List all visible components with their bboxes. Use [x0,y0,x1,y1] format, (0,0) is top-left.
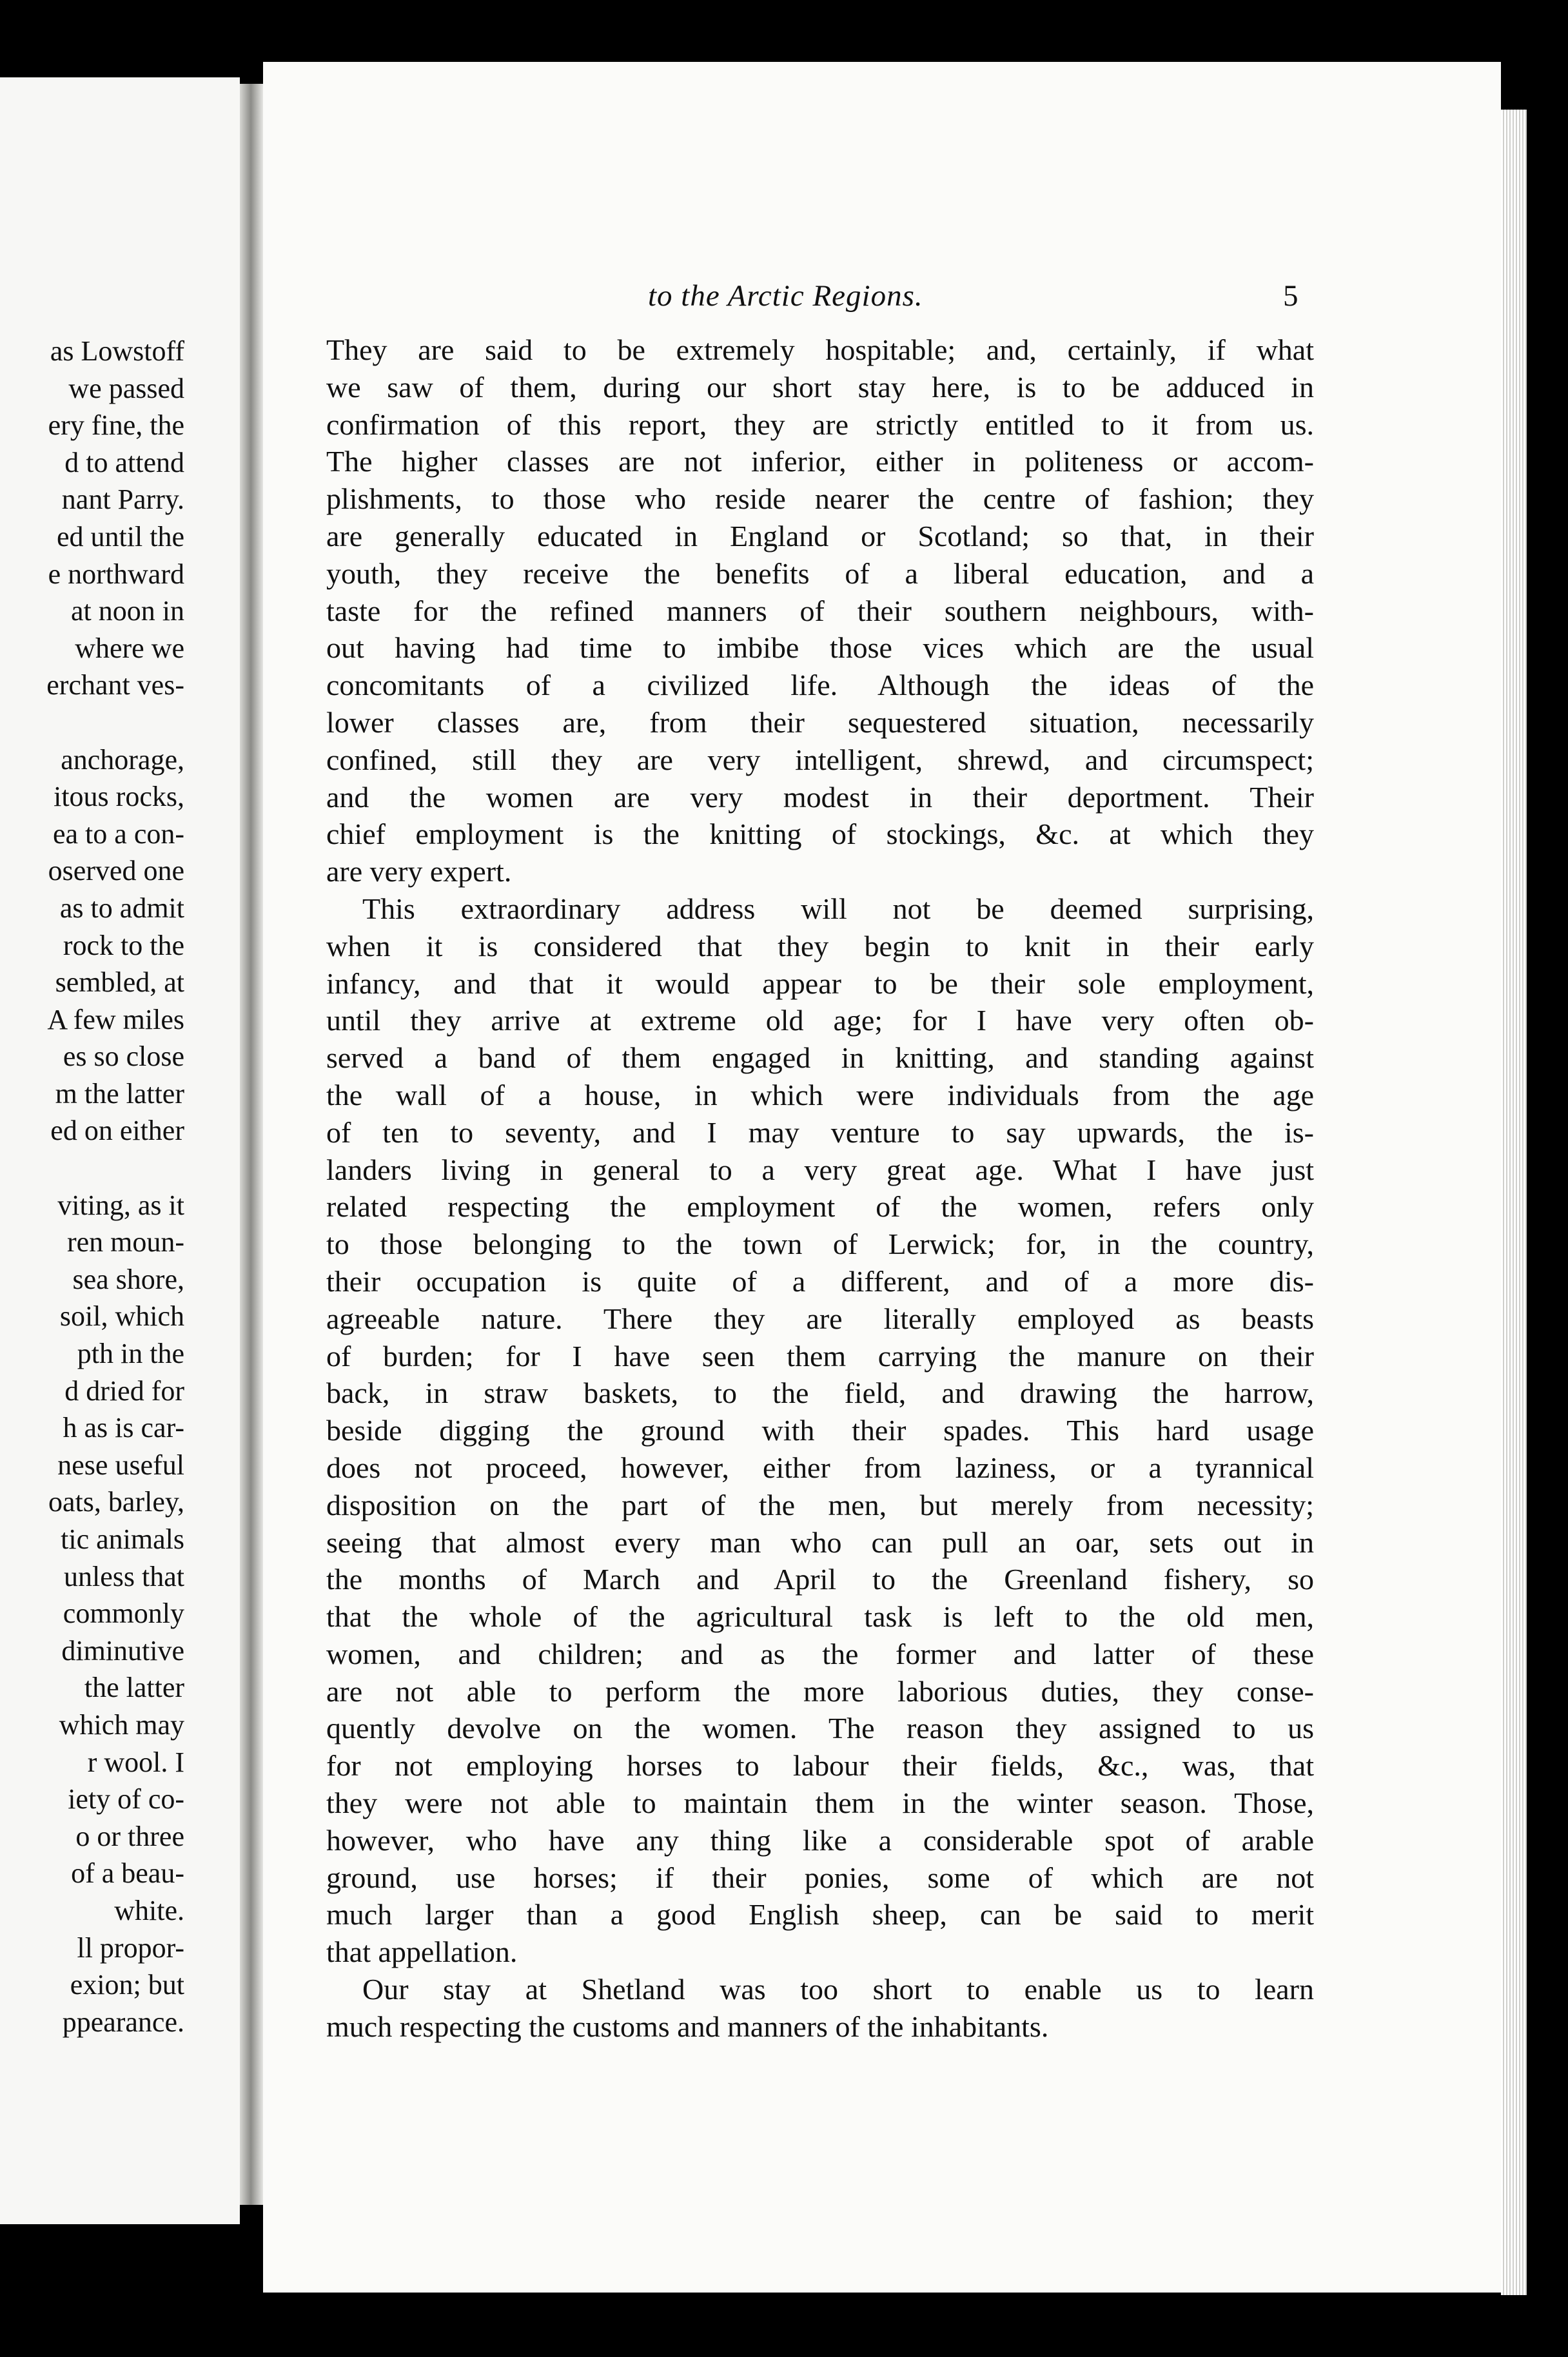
text-line: disposition on the part of the men, but merely from necessity; [326,1488,1314,1521]
text-line: infancy, and that it would appear to be their sole employment, [326,966,1314,1000]
facing-page-line: erchant ves- [46,669,184,701]
text-line: however, who have any thing like a considerable spot of arable [326,1823,1314,1857]
text-line: are very expert. [326,855,512,888]
facing-page-line: viting, as it [57,1189,184,1221]
facing-page-line: sea shore, [72,1263,184,1295]
text-line: that appellation. [326,1935,518,1969]
text-line: for not employing horses to labour their fields, &c., was, that [326,1749,1314,1783]
facing-page-line: d dried for [64,1374,184,1407]
page-edges [1501,110,1527,2295]
text-line: women, and children; and as the former and latter of these [326,1637,1314,1670]
facing-page-line: which may [59,1708,184,1741]
facing-page-line: d to attend [64,446,184,478]
facing-page-line: at noon in [71,595,184,627]
facing-page-line: tic animals [61,1523,184,1555]
facing-page-line: we passed [68,372,184,404]
text-line: out having had time to imbibe those vices which are the usual [326,631,1314,665]
facing-page-line: ed on either [50,1115,184,1147]
facing-page-line: oserved one [48,855,184,887]
text-line: when it is considered that they begin to knit in their early [326,929,1314,963]
facing-page-line: ea to a con- [53,817,184,850]
facing-page-line: sembled, at [55,966,184,999]
facing-page-line: ppearance. [62,2006,184,2038]
text-line: much respecting the customs and manners of the inhabitants. [326,2010,1049,2043]
facing-page-line: ll propor- [77,1932,184,1964]
facing-page-line [0,1149,184,1187]
facing-page-line: exion; but [70,1969,184,2001]
text-line: This extraordinary address will not be deemed surprising, [362,892,1314,925]
text-line: concomitants of a civilized life. Although the ideas of the [326,669,1314,702]
text-line: the wall of a house, in which were individuals from the age [326,1078,1314,1111]
running-head: to the Arctic Regions. [648,279,923,313]
text-line: we saw of them, during our short stay here, is to be adduced in [326,370,1314,404]
text-line: ground, use horses; if their ponies, some of which are not [326,1861,1314,1894]
text-line: much larger than a good English sheep, can be said to merit [326,1898,1314,1932]
text-line: beside digging the ground with their spades. This hard usage [326,1414,1314,1447]
text-line: They are said to be extremely hospitable; and, certainly, if what [326,333,1314,366]
page-number: 5 [1283,279,1298,313]
text-line: of burden; for I have seen them carrying the manure on their [326,1339,1314,1373]
text-line: are not able to perform the more laborious duties, they conse- [326,1674,1314,1708]
text-line: does not proceed, however, either from laziness, or a tyrannical [326,1451,1314,1484]
text-line: confirmation of this report, they are strictly entitled to it from us. [326,407,1314,441]
text-line: are generally educated in England or Scotland; so that, in their [326,519,1314,553]
facing-page-line: of a beau- [71,1857,184,1890]
text-line: until they arrive at extreme old age; for I have very often ob- [326,1004,1314,1037]
facing-page-line: nant Parry. [61,484,184,516]
text-line: agreeable nature. There they are literally employed as beasts [326,1302,1314,1335]
text-line: plishments, to those who reside nearer the centre of fashion; they [326,482,1314,516]
facing-page-line: ren moun- [66,1226,184,1258]
text-line: Our stay at Shetland was too short to enable us to learn [362,1973,1314,2006]
facing-page-line: anchorage, [61,743,184,776]
facing-page-line: es so close [63,1041,184,1073]
facing-page-line: unless that [64,1560,184,1592]
book-gutter [240,84,264,2205]
facing-page-line: commonly [63,1598,184,1630]
facing-page-line: where we [75,632,184,664]
paragraph [326,331,1314,890]
paragraph [326,890,1314,1971]
text-line: of ten to seventy, and I may venture to say upwards, the is- [326,1115,1314,1149]
facing-page-line: m the latter [55,1077,184,1110]
facing-page-line: white. [114,1894,184,1926]
text-line: served a band of them engaged in knitting, and standing against [326,1041,1314,1075]
text-line: landers living in general to a very great age. What I have just [326,1153,1314,1186]
text-line: that the whole of the agricultural task is left to the old men, [326,1600,1314,1634]
facing-page-line: diminutive [61,1634,184,1667]
text-line: and the women are very modest in their deportment. Their [326,780,1314,814]
text-line: confined, still they are very intelligent, shrewd, and circumspect; [326,743,1314,776]
text-line: related respecting the employment of the women, refers only [326,1190,1314,1224]
text-line: youth, they receive the benefits of a liberal education, and a [326,556,1314,590]
text-line: to those belonging to the town of Lerwick; for, in the country, [326,1227,1314,1261]
text-line: taste for the refined manners of their southern neighbours, with- [326,594,1314,627]
text-line: back, in straw baskets, to the field, and drawing the harrow, [326,1376,1314,1410]
paragraph [326,1971,1314,2046]
facing-page-line: pth in the [77,1338,184,1370]
text-line: seeing that almost every man who can pull an oar, sets out in [326,1525,1314,1559]
facing-page-line: h as is car- [63,1412,184,1444]
text-line: lower classes are, from their sequestered situation, necessarily [326,705,1314,739]
facing-page-line: soil, which [59,1300,184,1333]
facing-page-text [0,333,184,2040]
facing-page [0,77,240,2224]
facing-page-line [0,704,184,741]
text-line: chief employment is the knitting of stockings, &c. at which they [326,817,1314,851]
text-line: their occupation is quite of a different, and of a more dis- [326,1264,1314,1298]
facing-page-line: as to admit [59,892,184,924]
text-line: they were not able to maintain them in the winter season. Those, [326,1786,1314,1820]
facing-page-line: itous rocks, [54,781,184,813]
facing-page-line: r wool. I [87,1746,184,1778]
facing-page-line: nese useful [57,1449,184,1481]
facing-page-line: ed until the [57,520,184,553]
facing-page-line: the latter [84,1672,184,1704]
facing-page-line: oats, barley, [48,1486,184,1518]
facing-page-line: rock to the [63,929,184,961]
text-line: quently devolve on the women. The reason they assigned to us [326,1712,1314,1745]
text-line: The higher classes are not inferior, either in politeness or accom- [326,445,1314,478]
text-line: the months of March and April to the Greenland fishery, so [326,1563,1314,1596]
facing-page-line: as Lowstoff [50,335,184,367]
facing-page-line: o or three [75,1820,184,1852]
facing-page-line: ery fine, the [48,409,184,442]
facing-page-line: A few miles [47,1003,184,1035]
facing-page-line: iety of co- [68,1783,184,1815]
body-text [326,331,1314,2046]
facing-page-line: e northward [48,558,184,590]
